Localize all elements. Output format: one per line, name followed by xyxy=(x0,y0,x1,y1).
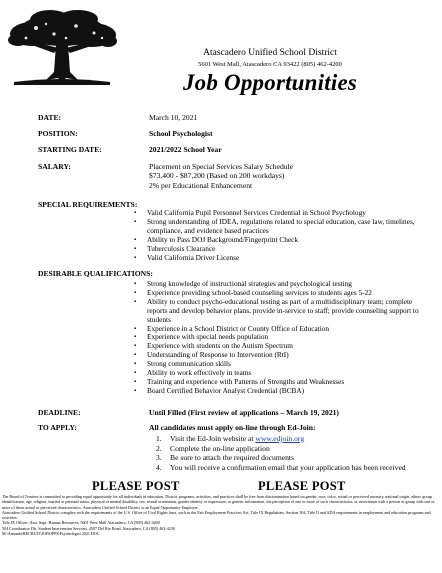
page-title: Job Opportunities xyxy=(182,70,357,95)
salary-schedule: Placement on Special Services Salary Schedule xyxy=(149,162,294,171)
step-text: Visit the Ed-Join website at xyxy=(170,434,256,443)
list-item: ▪ Strong communication skills xyxy=(134,360,434,369)
list-item xyxy=(150,434,440,444)
step-number: 3. xyxy=(156,453,162,463)
desirable-qualifications-label: DESIRABLE QUALIFICATIONS: xyxy=(38,269,153,278)
list-item: ▪ Ability to work effectively in teams xyxy=(134,369,434,378)
list-item: ▪ Ability to conduct psycho-educational testing as part of a multidisciplinary team; complete reports and develop behavior plans, provide in-service to staff; provide counseling support to students xyxy=(134,298,434,325)
desirable-qualifications-list xyxy=(134,280,434,396)
to-apply-intro: All candidates must apply on-line through Ed-Join: xyxy=(149,423,316,432)
footer-line: Title IX Officer: Asst. Supt. Human Resources, 5601 West Mall Atascadero, CA (805) 462-4200 xyxy=(2,520,160,526)
step-number: 4. xyxy=(156,462,162,472)
list-item: ▪ Valid California Pupil Personnel Services Credential in School Psychology xyxy=(134,209,434,218)
date-label: DATE: xyxy=(38,113,62,122)
salary-range: $73,400 - $87,200 (Based on 200 workdays) xyxy=(149,171,285,181)
please-post-right: PLEASE POST xyxy=(258,479,346,493)
footer-notice xyxy=(2,494,440,536)
salary-label: SALARY: xyxy=(38,162,71,171)
step-text: Be sure to attach the required documents xyxy=(170,453,294,463)
list-item: ▪ Experience with special needs population xyxy=(134,333,434,342)
date-value: March 10, 2021 xyxy=(149,113,198,122)
special-requirements-label: SPECIAL REQUIREMENTS: xyxy=(38,200,138,209)
list-item: ▪ Training and experience with Patterns of Strengths and Weaknesses xyxy=(134,378,434,387)
apply-steps xyxy=(150,434,440,472)
oak-tree-icon xyxy=(6,8,118,86)
list-item: ▪ Experience providing school-based counseling services to students ages 5-22 xyxy=(134,289,434,298)
list-item: ▪ Tuberculosis Clearance xyxy=(134,245,434,254)
list-item xyxy=(150,444,440,454)
edjoin-link[interactable]: www.edjoin.org xyxy=(255,434,305,443)
salary-details xyxy=(149,162,293,190)
step-number: 1. xyxy=(156,434,162,443)
list-item xyxy=(150,453,440,463)
district-address: 5601 West Mall, Atascadero CA 93422 (805) 462-4200 xyxy=(198,61,342,68)
footer-line: 504 Coordinator: Dir. Student Intervention Services, 4507 Del Rio Road, Atascadero, CA (805) 462-4230 xyxy=(2,525,175,531)
step-text: Complete the on-line application xyxy=(170,443,270,453)
starting-date-label: STARTING DATE: xyxy=(38,145,102,154)
special-requirements-list xyxy=(134,209,434,262)
footer-line: Atascadero Unified School District complies with the requirements of the U.S. Office of Civil Rights laws, such as the Fair Employment Practices Act, Title IX Regulations, Section 504, Title II and ADA requirements in employment and education programs and activities. xyxy=(2,509,431,521)
deadline-label: DEADLINE: xyxy=(38,408,81,417)
list-item: ▪ Valid California Driver License xyxy=(134,254,434,263)
starting-date-value: 2021/2022 School Year xyxy=(149,145,222,154)
step-number: 2. xyxy=(156,443,162,453)
position-label: POSITION: xyxy=(38,129,78,138)
list-item: ▪ Understanding of Response to Intervention (RtI) xyxy=(134,351,434,360)
district-name: Atascadero Unified School District xyxy=(203,48,337,58)
list-item: ▪ Strong understanding of IDEA, regulations related to special education, case law, timelines, compliance, and evidence based practices xyxy=(134,218,434,236)
to-apply-label: TO APPLY: xyxy=(38,423,77,432)
deadline-value: Until Filled (First review of applications – March 19, 2021) xyxy=(149,408,339,417)
salary-enhancement: 2% per Educational Enhancement xyxy=(149,180,253,190)
list-item: ▪ Ability to Pass DOJ Background/Fingerprint Check xyxy=(134,236,434,245)
footer-line: The Board of Trustees is committed to providing equal opportunity for all individuals in education. District programs, activities, and practices shall be free from discrimination based on gender, race, color, actual or perceived ancestry, national origin, ethnic group identification, age, religion, marital or parental status, physical or mental disability, sex, sexual orientation, gender identity or expression, or genetic information, the perception of one or more of such characteristics, or association with a person or group with one or more of these actual or perceived characteristics. Atascadero Unified School District is an Equal Opportunity Employer. xyxy=(2,494,435,510)
list-item xyxy=(150,463,440,473)
footer-line: M:\Amanda\RECRUIT\JOBOPPS\Psychologist 2021.DOC xyxy=(2,531,100,537)
list-item: ▪ Board Certified Behavior Analyst Credential (BCBA) xyxy=(134,387,434,396)
position-value: School Psychologist xyxy=(149,129,213,138)
list-item: ▪ Experience in a School District or County Office of Education xyxy=(134,325,434,334)
list-item: ▪ Strong knowledge of instructional strategies and psychological testing xyxy=(134,280,434,289)
step-text: You will receive a confirmation email that your application has been received xyxy=(170,462,406,472)
please-post-left: PLEASE POST xyxy=(92,479,180,493)
list-item: ▪ Experience with students on the Autism Spectrum xyxy=(134,342,434,351)
